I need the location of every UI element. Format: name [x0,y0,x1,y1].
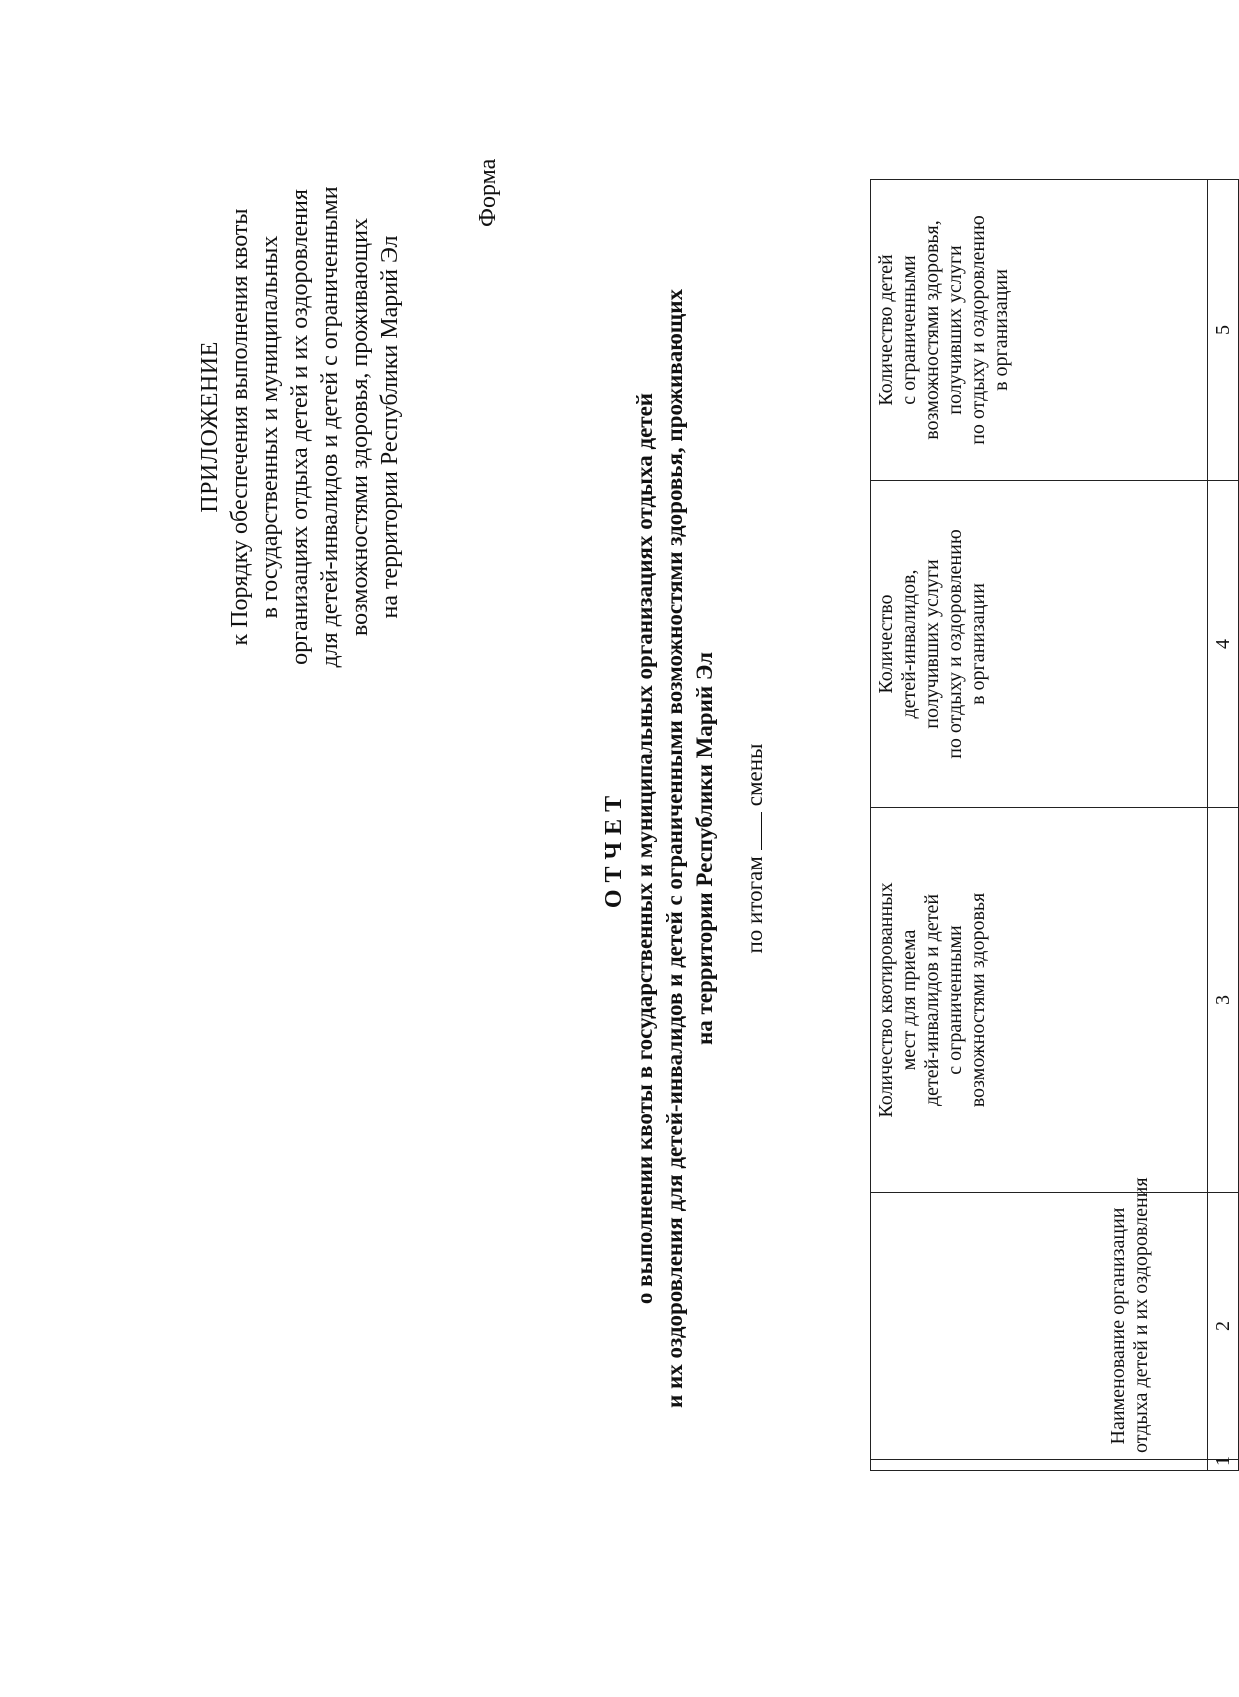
report-title-block [598,0,768,1697]
header-line: с ограниченными [898,255,920,405]
header-line: получивших услуги [944,245,966,415]
header-line: возможностями здоровья [967,892,989,1108]
column-number-1: 1 [1208,1460,1239,1471]
report-period [742,0,768,1697]
report-title: ОТЧЕТ [601,788,627,909]
appendix-block [195,167,405,687]
quota-report-table [870,179,1239,1471]
header-line: детей-инвалидов и детей [921,893,943,1107]
header-line: возможностями здоровья, [921,220,943,440]
appendix-line: на территории Республики Марий Эл [377,235,403,619]
appendix-line: к Порядку обеспечения выполнения квоты [227,208,253,646]
header-line: в организации [967,583,989,705]
table-header-cell-3 [871,808,1208,1193]
header-line: Количество [875,594,897,694]
column-number-2: 2 [1208,1193,1239,1460]
period-prefix: по итогам [742,856,767,954]
appendix-heading: ПРИЛОЖЕНИЕ [197,341,223,513]
table-number-row [1208,180,1239,1471]
column-number-4: 4 [1208,481,1239,808]
form-label: Форма [475,158,501,227]
table-header-row [871,180,1208,1471]
header-line: получивших услуги [921,559,943,729]
period-suffix: смены [742,743,767,807]
period-blank-field[interactable] [760,812,762,850]
column-number-5: 5 [1208,180,1239,481]
header-line: Наименование организации [1107,1207,1129,1445]
table-header-cell-4 [871,481,1208,808]
header-line: отдыха детей и их оздоровления [1130,1177,1152,1453]
report-subtitle-line: о выполнении квоты в государственных и муниципальных организациях отдыха детей [632,392,657,1305]
appendix-line: возможностями здоровья, проживающих [347,218,373,636]
appendix-line: в государственных и муниципальных [257,235,283,619]
header-line: детей-инвалидов, [898,569,920,719]
appendix-line: организациях отдыха детей и их оздоровления [287,189,313,665]
header-line: в организации [990,269,1012,391]
appendix-line: для детей-инвалидов и детей с ограниченными [317,186,343,668]
table-header-cell-1 [871,1460,1208,1471]
table-header-cell-2 [871,1177,1208,1460]
header-line: Количество детей [875,254,897,406]
header-line: Количество квотированных [875,882,897,1118]
report-subtitle [630,0,720,1697]
table-header-cell-5 [871,180,1208,481]
header-line: с ограниченными [944,925,966,1075]
report-subtitle-line: и их оздоровления для детей-инвалидов и детей с ограниченными возможностями здоровья, проживающих [662,289,687,1408]
header-line: по отдыху и оздоровлению [944,529,966,759]
header-line: мест для приема [898,929,920,1071]
report-subtitle-line: на территории Республики Марий Эл [692,651,717,1046]
header-line: по отдыху и оздоровлению [967,215,989,445]
column-number-3: 3 [1208,808,1239,1193]
